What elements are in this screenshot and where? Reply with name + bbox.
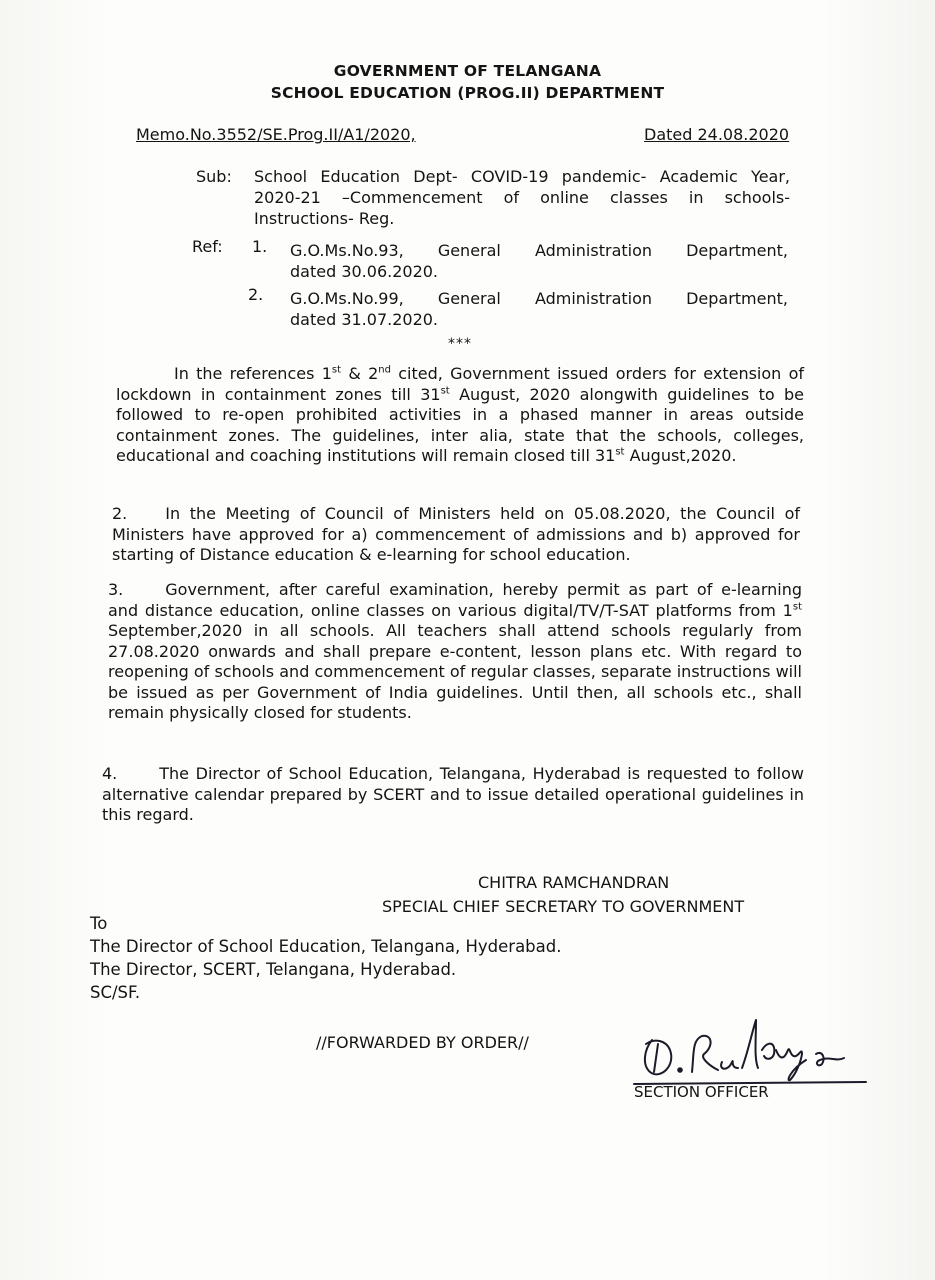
memo-date: Dated 24.08.2020 — [644, 125, 790, 144]
p1-text-c: cited, Government issued orders for extension of lockdown in containment zones till 31 — [116, 364, 805, 404]
p4-number: 4. — [102, 764, 118, 783]
recipient-line: The Director of School Education, Telangana, Hyderabad. — [90, 937, 562, 956]
p1-sup: st — [440, 385, 450, 397]
p2-text: In the Meeting of Council of Ministers held on 05.08.2020, the Council of Ministers have approved for a) commencement of admissions and b) approved for starting of Distance education & e-learning for school education. — [112, 504, 800, 564]
separator-stars: *** — [448, 336, 472, 352]
p2-number: 2. — [112, 504, 128, 523]
p1-text-d: August, 2020 alongwith guidelines to be followed to re-open prohibited activities in a phased manner in areas outside containment zones. The guidelines, inter alia, state that the schools, colleges, educational and coaching institutions will remain closed till 31 — [116, 384, 805, 465]
p1-sup: st — [331, 364, 342, 376]
reference-item — [290, 240, 788, 282]
reference-date: dated 31.07.2020. — [290, 310, 439, 329]
paragraph-2 — [112, 504, 800, 566]
subject-label: Sub: — [196, 167, 232, 186]
reference-go: G.O.Ms.No.93, — [290, 241, 404, 260]
p1-sup: nd — [378, 364, 391, 376]
p1-text-e: August,2020. — [624, 446, 737, 465]
p3-number: 3. — [108, 580, 124, 599]
reference-date: dated 30.06.2020. — [290, 262, 439, 281]
handwritten-signature — [630, 1010, 870, 1090]
header-department: SCHOOL EDUCATION (PROG.II) DEPARTMENT — [270, 84, 665, 102]
reference-number: 1. — [252, 237, 268, 256]
header-government: GOVERNMENT OF TELANGANA — [333, 62, 602, 80]
recipient-line: SC/SF. — [90, 983, 141, 1002]
paragraph-1 — [116, 364, 804, 467]
p1-sup: st — [615, 446, 625, 458]
section-officer-label: SECTION OFFICER — [634, 1083, 769, 1101]
p1-text-a: In the references 1 — [174, 364, 332, 383]
reference-word: General — [437, 289, 501, 308]
paragraph-3 — [108, 580, 802, 724]
p3-sup: st — [792, 601, 802, 613]
reference-number: 2. — [248, 285, 264, 304]
reference-word: Administration — [534, 289, 653, 308]
p1-text-b: & 2 — [341, 364, 379, 383]
p3-text-b: September,2020 in all schools. All teachers shall attend schools regularly from 27.08.2020 onwards and shall prepare e-content, lesson plans etc. With regard to reopening of schools and commencement of regular classes, separate instructions will be issued as per Government of India guidelines. Until then, all schools etc., shall remain physically closed for students. — [108, 621, 802, 722]
paragraph-4 — [102, 764, 804, 826]
forwarded-by-order: //FORWARDED BY ORDER// — [316, 1033, 529, 1052]
recipient-line: The Director, SCERT, Telangana, Hyderabad. — [90, 960, 457, 979]
memo-number: Memo.No.3552/SE.Prog.II/A1/2020, — [136, 125, 416, 144]
signatory-title: SPECIAL CHIEF SECRETARY TO GOVERNMENT — [382, 897, 745, 916]
signatory-name: CHITRA RAMCHANDRAN — [478, 873, 670, 892]
reference-label: Ref: — [192, 237, 223, 256]
reference-item — [290, 288, 788, 330]
subject-text: School Education Dept- COVID-19 pandemic- Academic Year, 2020-21 –Commencement of online classes in schools- Instructions- Reg. — [254, 167, 790, 228]
p4-text: The Director of School Education, Telangana, Hyderabad is requested to follow alternative calendar prepared by SCERT and to issue detailed operational guidelines in this regard. — [102, 764, 804, 824]
reference-go: G.O.Ms.No.99, — [290, 289, 404, 308]
p3-text-a: Government, after careful examination, hereby permit as part of e-learning and distance education, online classes on various digital/TV/T-SAT platforms from 1 — [108, 580, 802, 620]
recipients-block — [90, 912, 561, 1004]
to-label: To — [90, 914, 108, 933]
reference-word: Department, — [686, 241, 788, 260]
reference-word: Department, — [686, 289, 788, 308]
reference-word: Administration — [534, 241, 653, 260]
reference-word: General — [437, 241, 501, 260]
